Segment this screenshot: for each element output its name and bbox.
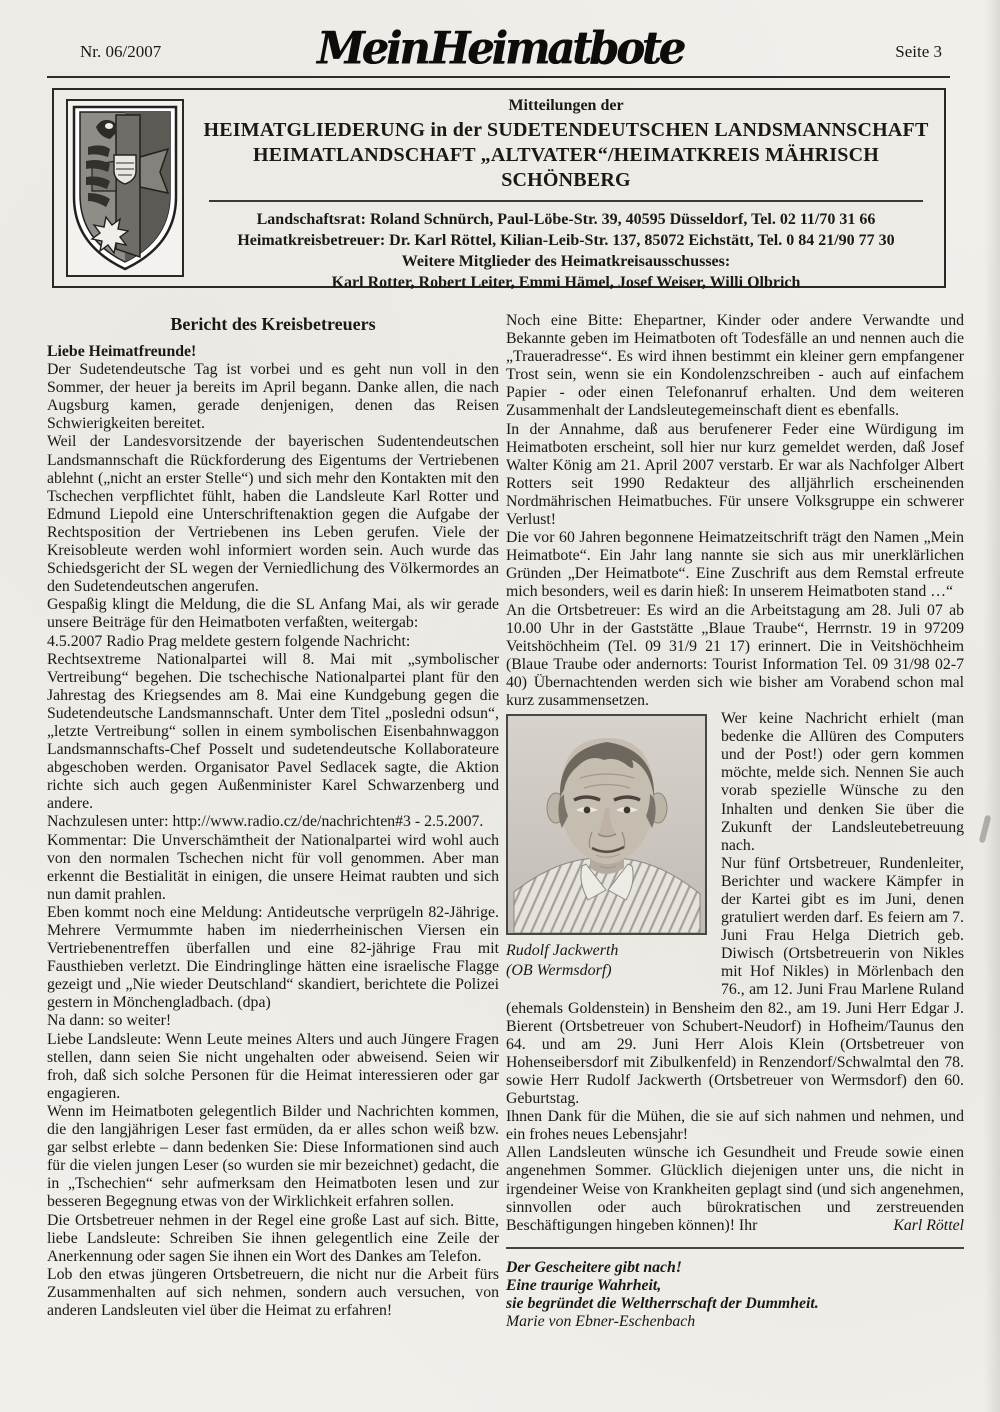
header-box-text bbox=[194, 97, 938, 293]
paragraph: Wenn im Heimatboten gelegentlich Bilder und Nachrichten kommen, die den langjährigen Leser fast ermüden, da er alles schon weiß bzw. gar selbst erlebte – dann bedenken Sie: Diese Informationen sind auch für die vielen jungen Leser (so wurden sie mir bezeichnet) gedacht, die in „Tschechien“ sehr aufmerksam den Heimatboten lesen und zur besseren Begegnung etwas von der Wirklichkeit erfahren sollen. bbox=[47, 1102, 499, 1211]
paragraph: Eben kommt noch eine Meldung: Antideutsche verprügeln 82-Jährige. Mehrere Vermummte haben im niederrheinischen Viersen ein Vertriebenentreffen überfallen und eine 82-jährige Frau mit Fausthieben verletzt. Die Eindringlinge hätten eine israelische Flagge gezeigt und „Nie wieder Deutschland“ skandiert, berichtete die Polizei gestern in Mönchengladbach. (dpa) bbox=[47, 903, 499, 1012]
right-column bbox=[506, 312, 964, 1331]
paragraph: Kommentar: Die Unverschämtheit der Nationalpartei wird wohl auch von den normalen Tschechen nicht für voll genommen. Aber man erkennt die Bestialität in einigen, die unsere Heimat raubten und sich nun damit prahlen. bbox=[47, 831, 499, 903]
paragraph: Wer keine Nachricht erhielt (man bedenke die Allüren des Computers und der Post!) oder gern kommen möchte, melde sich. Nennen Sie auch vorab spezielle Wünsche zu den Inhalten und denken Sie über die Zukunft der Landsleutebetreuung nach. bbox=[721, 710, 964, 854]
portrait-photo-frame bbox=[506, 714, 707, 935]
quote-attribution: Marie von Ebner-Eschenbach bbox=[506, 1313, 696, 1331]
header-subtitle: Mitteilungen der bbox=[508, 97, 624, 114]
paragraph: Der Sudetendeutsche Tag ist vorbei und es geht nun voll in den Sommer, der heuer ja bereits im April begann. Danke allen, die nach Augsburg kamen, gerade denjenigen, denen das Reisen Schwierigkeiten bereitet. bbox=[47, 361, 499, 433]
photo-caption-name: Rudolf Jackwerth bbox=[506, 942, 619, 960]
masthead-rule bbox=[47, 76, 950, 78]
paragraph: Na dann: so weiter! bbox=[47, 1012, 172, 1030]
paragraph: Noch eine Bitte: Ehepartner, Kinder oder andere Verwandte und Bekannte geben im Heimatboten oft Todesfälle an und nennen auch die „Traueradresse“. Es wird ihnen bestimmt ein kleiner gern empfangener Trost sein, wenn sie ein Kondolenzschreiben - auch auf einfachem Papier - oder einen Telefonanruf erhalten. Und dem weiteren Zusammenhalt der Landsleutegemeinschaft dient es ebenfalls. bbox=[506, 312, 964, 420]
paragraph: Ihnen Dank für die Mühen, die sie auf sich nahmen und nehmen, und ein frohes neues Lebensjahr! bbox=[506, 1108, 964, 1144]
association-header-box bbox=[52, 88, 946, 291]
paragraph: Die vor 60 Jahren begonnene Heimatzeitschrift trägt den Namen „Mein Heimatbote“. Ein Jahr lang nannte sie sich aus mir unerklärlichen Gründen „Der Heimatbote“. Eine Zuschrift aus dem Remstal erfreute mich besonders, weil es darin hieß: In unserem Heimatboten stand …“ bbox=[506, 529, 964, 601]
photo-caption bbox=[506, 941, 707, 981]
paragraph-url: Nachzulesen unter: http://www.radio.cz/de/nachrichten#3 - 2.5.2007. bbox=[47, 813, 484, 831]
paragraph: Weil der Landesvorsitzende der bayerischen Sudentendeutschen Landsmannschaft die Rückforderung des Eigentums der Vertriebenen ablehnt („nicht an erster Stelle“) und sich mehr den Kontakten mit den Tschechen verpflichtet fühlt, haben die Landsleute Karl Rotter und Edmund Liepold eine Unterschriftenaktion gegen die Aufgabe der Rechtsposition der Vertriebenen ins Leben gerufen. Viele der Kreisobleute werden wohl informiert worden sein. Auch wurde das Schiedsgericht der SL wegen der Verniedlichung des Völkermordes an den Sudetendeutschen angerufen. bbox=[47, 433, 499, 596]
paragraph: Lob den etwas jüngeren Ortsbetreuern, die nicht nur die Arbeit fürs Zusammenhalten auf sich nehmen, sondern auch versuchen, von anderen Landsleuten viel über die Heimat zu erfahren! bbox=[47, 1265, 499, 1319]
quote-line: Der Gescheitere gibt nach! bbox=[506, 1258, 682, 1276]
quote-line: Eine traurige Wahrheit, bbox=[506, 1276, 662, 1294]
paragraph: Gespaßig klingt die Meldung, die die SL Anfang Mai, als wir gerade unsere Beiträge für den Heimatboten verfaßten, weitergab: bbox=[47, 596, 499, 632]
quote-block bbox=[506, 1259, 964, 1331]
quote-line: sie begründet die Weltherrschaft der Dummheit. bbox=[506, 1294, 819, 1312]
paragraph: Die Ortsbetreuer nehmen in der Regel eine große Last auf sich. Bitte, liebe Landsleute: Schreiben Sie ihnen gelegentlich eine Zeile der Anerkennung oder sagen Sie ihnen ein Wort des Dankes am Telefon. bbox=[47, 1211, 499, 1265]
header-title-line1: HEIMATGLIEDERUNG in der SUDETENDEUTSCHEN LANDSMANNSCHAFT bbox=[203, 119, 929, 141]
left-column bbox=[47, 312, 499, 1320]
paragraph: Nur fünf Ortsbetreuer, Rundenleiter, Berichter und wackere Kämpfer in der Kartei gibt es im Juni, denen gratuliert werden darf. Es feiern am 7. Juni Frau Helga Dietrich geb. Diwisch (Ortsbetreuerin von Nikles mit Hof Nikles) in Mörlenbach den 76., am 12. Juni Frau Marlene Ruland (ehemals Goldenstein) in Bensheim den 82., am 19. Juni Herr Edgar J. Bierent (Ortsbetreuer von Schubert-Neudorf) in Hofheim/Taunus den 64. und am 29. Juni Herr Alois Klein (Ortsbetreuer von Hohenseibersdorf mit Zibulkenfeld) in Renzendorf/Schwalmtal den 78. sowie Herr Rudolf Jackwerth (Ortsbetreuer von Wermsdorf) den 60. Geburtstag. bbox=[506, 854, 964, 1108]
article-heading: Bericht des Kreisbetreuers bbox=[170, 314, 376, 334]
salutation: Liebe Heimatfreunde! bbox=[47, 343, 197, 360]
header-title-line2: HEIMATLANDSCHAFT „ALTVATER“/HEIMATKREIS MÄHRISCH SCHÖNBERG bbox=[252, 144, 879, 191]
paragraph: 4.5.2007 Radio Prag meldete gestern folgende Nachricht: bbox=[47, 632, 411, 650]
contact-heimatkreisbetreuer: Heimatkreisbetreuer: Dr. Karl Röttel, Kilian-Leib-Str. 137, 85072 Eichstätt, Tel. 0 84 21/90 77 30 bbox=[237, 232, 895, 249]
scan-artifact bbox=[979, 815, 992, 844]
photo-caption-role: (OB Wermsdorf) bbox=[506, 962, 612, 980]
contact-landschaftsrat: Landschaftsrat: Roland Schnürch, Paul-Löbe-Str. 39, 40595 Düsseldorf, Tel. 02 11/70 31 66 bbox=[256, 211, 876, 228]
portrait-photo bbox=[506, 714, 707, 981]
paragraph: In der Annahme, daß aus berufenerer Feder eine Würdigung im Heimatboten erscheint, soll hier nur kurz gemeldet werden, daß Josef Walter König am 21. April 2007 verstarb. Er war als Nachfolger Albert Rotters seit 1990 Redakteur des alljährlich erscheinenden Nordmährischen Heimatbuches. Für unsere Volksgruppe ein schwerer Verlust! bbox=[506, 420, 964, 529]
author-signature: Karl Röttel bbox=[893, 1216, 964, 1234]
paragraph: Liebe Landsleute: Wenn Leute meines Alters und auch Jüngere Fragen stellen, dann seien Sie nicht ungehalten oder abweisend. Seien wir froh, daß sich solche Personen für die Heimat interessieren oder gar engagieren. bbox=[47, 1030, 499, 1102]
paragraph: Rechtsextreme Nationalpartei will 8. Mai mit „symbolischer Vertreibung“ begehen. Die tschechische Nationalpartei plant für den Jahrestag des Kriegsendes am 8. Mai eine Kundgebung gegen die Sudetendeutsche Landsmannschaft. Unter dem Titel „posledni odsun“, „letzte Vertreibung“ sollen in einem symbolischen Eisenbahnwaggon Landsmannschafts-Chef Posselt und sudetendeutsche Kollaborateure abgeschoben werden. Organisator Pavel Sedlacek sagte, die Aktion richte sich auch gegen Außenminister Karel Schwarzenberg und andere. bbox=[47, 650, 499, 813]
issue-number: Nr. 06/2007 bbox=[80, 42, 162, 61]
closing-paragraph bbox=[506, 1144, 964, 1234]
closing-text: Allen Landsleuten wünsche ich Gesundheit und Freude sowie einen angenehmen Sommer. Glücklich diejenigen unter uns, die nicht in irgendeiner Weise von Krankheiten geplagt sind (und sich angenehmen, sinnvollen oder auch bürokratischen und zerstreuenden Beschäftigungen hingeben können)! Ihr bbox=[506, 1144, 964, 1234]
section-divider bbox=[506, 1247, 964, 1249]
header-divider bbox=[209, 200, 923, 202]
members-heading: Weitere Mitglieder des Heimatkreisausschusses: bbox=[401, 253, 731, 270]
members-list: Karl Rotter, Robert Leiter, Emmi Hämel, Josef Weiser, Willi Olbrich bbox=[331, 274, 801, 291]
page-number: Seite 3 bbox=[895, 42, 942, 61]
paragraph: An die Ortsbetreuer: Es wird an die Arbeitstagung am 28. Juli 07 ab 10.00 Uhr in der Gaststätte „Blaue Traube“, Herrnstr. 19 in 97209 Veitshöchheim (Tel. 09 31/9 21 17) erinnert. Die in Veitshöchheim (Blaue Traube oder andernorts: Tourist Information Tel. 09 31/98 02-7 40) Übernachtenden werden sich wie bisher am Vorabend schon mal kurz zusammensetzen. bbox=[506, 601, 964, 709]
masthead-title: Mein Heimatbote bbox=[316, 23, 684, 75]
coat-of-arms-icon bbox=[66, 99, 184, 277]
